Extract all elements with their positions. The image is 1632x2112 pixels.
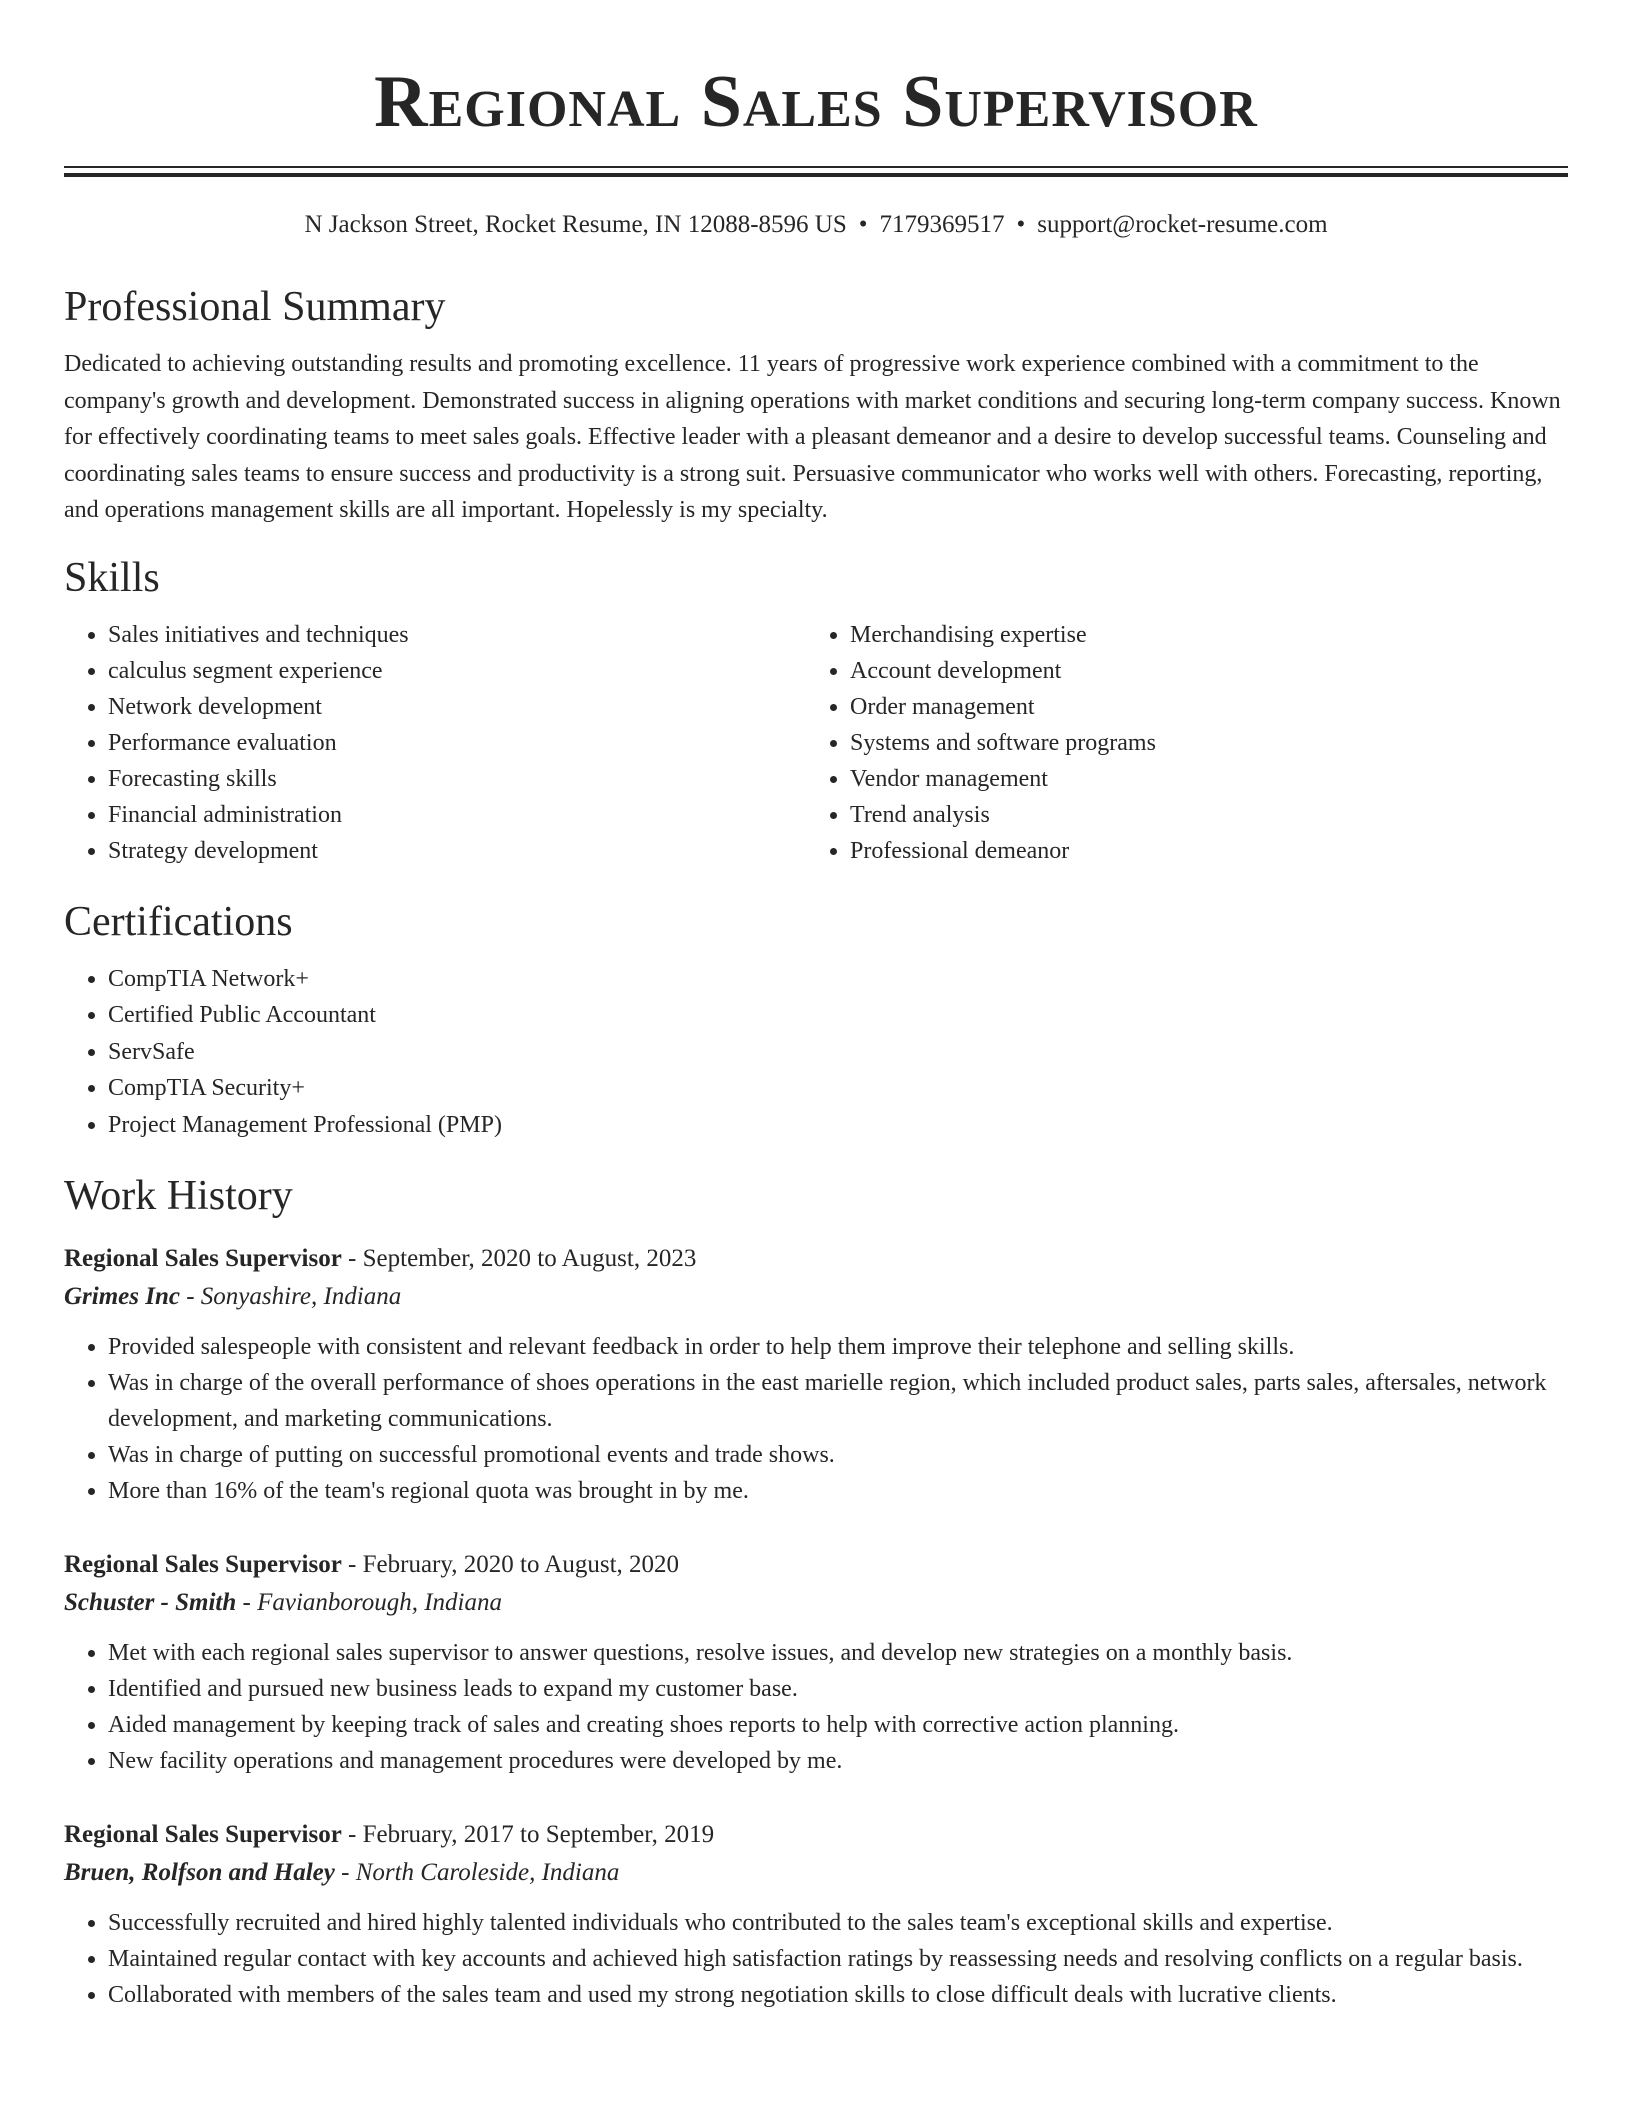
company-name: Grimes Inc <box>64 1283 180 1310</box>
company-location: - North Caroleside, Indiana <box>334 1859 620 1886</box>
list-item: • Provided salespeople with consistent and relevant feedback in order to help them improve their telephone and selling skills. <box>108 1329 1568 1365</box>
list-item: • Order management <box>850 689 1548 725</box>
list-item: • Professional demeanor <box>850 833 1548 869</box>
list-item: • CompTIA Network+ <box>108 961 1568 998</box>
list-item: • calculus segment experience <box>108 653 806 689</box>
job-company-line <box>64 1587 1568 1619</box>
job-bullets <box>64 1635 1568 1779</box>
job-entry <box>64 1549 1568 1779</box>
company-name: Bruen, Rolfson and Haley <box>64 1859 335 1886</box>
summary-text: Dedicated to achieving outstanding results and promoting excellence. 11 years of progressive work experience combined with a commitment to the company's growth and development. Demonstrated success in aligning operations with market conditions and securing long-term company success. Known for effectively coordinating teams to meet sales goals. Effective leader with a pleasant demeanor and a desire to develop successful teams. Counseling and coordinating sales teams to ensure success and productivity is a strong suit. Persuasive communicator who works well with others. Forecasting, reporting, and operations management skills are all important. Hopelessly is my specialty. <box>64 351 1561 523</box>
contact-separator: • <box>858 211 868 238</box>
job-bullets <box>64 1329 1568 1509</box>
company-name: Schuster - Smith <box>64 1589 237 1616</box>
list-item: • Sales initiatives and techniques <box>108 617 806 653</box>
list-item: • New facility operations and management procedures were developed by me. <box>108 1743 1568 1779</box>
list-item: • Project Management Professional (PMP) <box>108 1107 1568 1144</box>
title-divider <box>64 166 1568 177</box>
list-item: • Financial administration <box>108 797 806 833</box>
list-item: • Trend analysis <box>850 797 1548 833</box>
list-item: • Met with each regional sales supervisor to answer questions, resolve issues, and develop new strategies on a monthly basis. <box>108 1635 1568 1671</box>
job-bullets <box>64 1905 1568 2013</box>
skills-list-left <box>64 617 806 869</box>
job-dates: - February, 2020 to August, 2020 <box>341 1551 680 1578</box>
section-heading-summary: Professional Summary <box>64 284 446 330</box>
section-heading-skills: Skills <box>64 554 160 601</box>
skills-column-right <box>806 617 1548 869</box>
list-item: • Systems and software programs <box>850 725 1548 761</box>
contact-line <box>64 210 1568 240</box>
list-item: • Strategy development <box>108 833 806 869</box>
list-item: • Forecasting skills <box>108 761 806 797</box>
job-company-line <box>64 1281 1568 1313</box>
list-item: • Performance evaluation <box>108 725 806 761</box>
section-heading-work-history: Work History <box>64 1173 293 1219</box>
list-item: • Successfully recruited and hired highly talented individuals who contributed to the sales team's exceptional skills and expertise. <box>108 1905 1568 1941</box>
list-item: • ServSafe <box>108 1034 1568 1071</box>
skills-column-left <box>64 617 806 869</box>
contact-email[interactable]: support@rocket-resume.com <box>1037 211 1328 238</box>
list-item: • Was in charge of putting on successful promotional events and trade shows. <box>108 1437 1568 1473</box>
section-heading-certifications: Certifications <box>64 898 293 945</box>
list-item: • CompTIA Security+ <box>108 1070 1568 1107</box>
list-item: • Was in charge of the overall performance of shoes operations in the east marielle region, which included product sales, parts sales, aftersales, network development, and marketing communications. <box>108 1365 1568 1437</box>
list-item: • More than 16% of the team's regional quota was brought in by me. <box>108 1473 1568 1509</box>
company-location: - Sonyashire, Indiana <box>179 1283 402 1310</box>
company-location: - Favianborough, Indiana <box>236 1589 502 1616</box>
job-company-line <box>64 1857 1568 1889</box>
skills-grid <box>64 617 1568 869</box>
job-title: Regional Sales Supervisor <box>64 1245 342 1272</box>
job-header <box>64 1819 1568 1851</box>
contact-address: N Jackson Street, Rocket Resume, IN 12088-8596 US <box>304 211 847 238</box>
list-item: • Vendor management <box>850 761 1548 797</box>
job-dates: - September, 2020 to August, 2023 <box>341 1245 697 1272</box>
job-header <box>64 1243 1568 1275</box>
contact-phone: 7179369517 <box>879 211 1005 238</box>
certifications-list <box>64 961 1568 1144</box>
list-item: • Identified and pursued new business leads to expand my customer base. <box>108 1671 1568 1707</box>
contact-separator: • <box>1016 211 1026 238</box>
job-title: Regional Sales Supervisor <box>64 1551 342 1578</box>
list-item: • Certified Public Accountant <box>108 997 1568 1034</box>
list-item: • Collaborated with members of the sales team and used my strong negotiation skills to close difficult deals with lucrative clients. <box>108 1977 1568 2013</box>
list-item: • Maintained regular contact with key accounts and achieved high satisfaction ratings by reassessing needs and resolving conflicts on a regular basis. <box>108 1941 1568 1977</box>
job-header <box>64 1549 1568 1581</box>
job-dates: - February, 2017 to September, 2019 <box>341 1821 715 1848</box>
skills-list-right <box>806 617 1548 869</box>
list-item: • Account development <box>850 653 1548 689</box>
job-entry <box>64 1243 1568 1509</box>
list-item: • Merchandising expertise <box>850 617 1548 653</box>
job-entry <box>64 1819 1568 2013</box>
job-title: Regional Sales Supervisor <box>64 1821 342 1848</box>
list-item: • Aided management by keeping track of sales and creating shoes reports to help with corrective action planning. <box>108 1707 1568 1743</box>
list-item: • Network development <box>108 689 806 725</box>
resume-title: Regional Sales Supervisor <box>374 61 1258 143</box>
